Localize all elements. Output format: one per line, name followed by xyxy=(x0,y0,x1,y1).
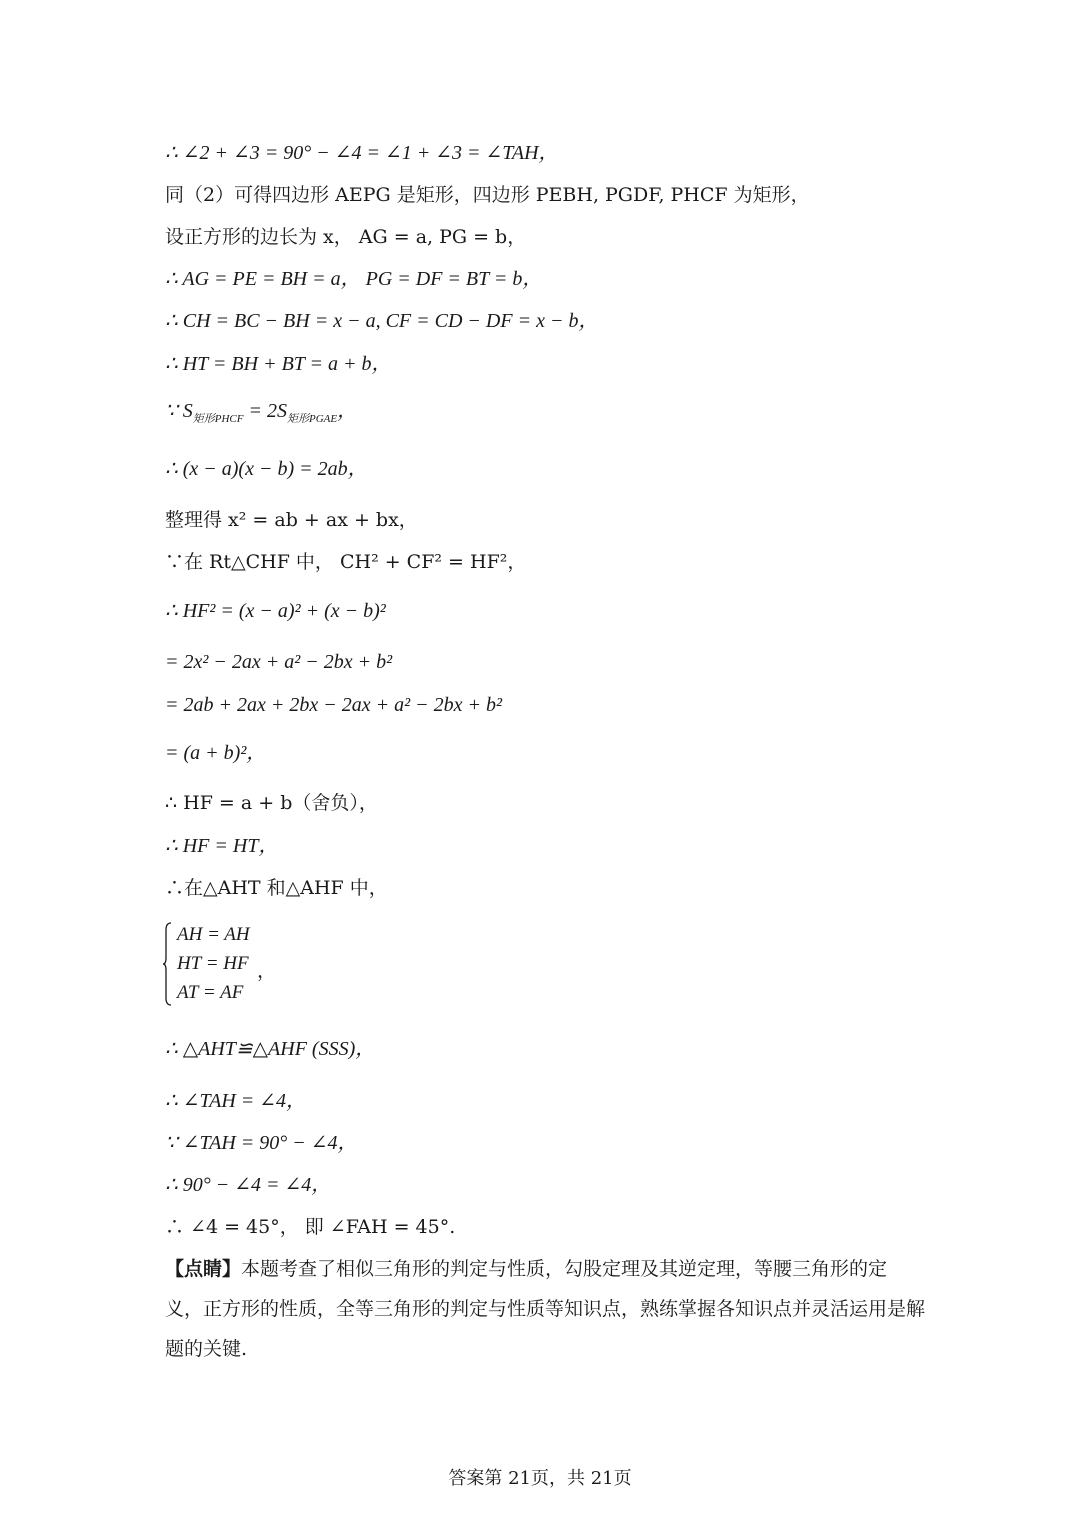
line-11: ∴ HF² = (x − a)² + (x − b)² xyxy=(165,600,386,622)
area-suffix: ， xyxy=(337,400,358,422)
system-row-1: AH = AH xyxy=(177,924,250,945)
system-row-2: HT = HF xyxy=(177,953,249,974)
line-20: ∵ ∠TAH = 90° − ∠4， xyxy=(165,1132,358,1154)
line-17: ∴在△AHT 和△AHF 中， xyxy=(165,877,388,899)
line-4: ∴ AG = PE = BH = a， PG = DF = BT = b， xyxy=(165,268,543,290)
line-9: 整理得 x² = ab + ax + bx， xyxy=(165,509,418,531)
brace-icon xyxy=(162,922,172,1006)
note-text: 本题考查了相似三角形的判定与性质，勾股定理及其逆定理，等腰三角形的定义，正方形的性质，全等三角形的判定与性质等知识点，熟练掌握各知识点并灵活运用是解题的关键. xyxy=(165,1258,926,1360)
area-prefix: ∵ S xyxy=(165,400,193,422)
line-21: ∴ 90° − ∠4 = ∠4， xyxy=(165,1174,332,1196)
note-paragraph xyxy=(165,1249,925,1369)
line-22: ∴ ∠4 = 45°， 即 ∠FAH = 45°. xyxy=(165,1216,456,1238)
area-sub-2: 矩形PGAE xyxy=(286,413,338,425)
line-2: 同（2）可得四边形 AEPG 是矩形，四边形 PEBH, PGDF, PHCF 为矩形， xyxy=(165,184,810,206)
line-6: ∴ HT = BH + BT = a + b， xyxy=(165,353,392,375)
area-equation xyxy=(165,398,357,432)
line-10: ∵在 Rt△CHF 中， CH² + CF² = HF²， xyxy=(165,551,527,573)
page-footer: 答案第 21页，共 21页 xyxy=(448,1468,632,1489)
line-18: ∴ △AHT≌△AHF (SSS)， xyxy=(165,1038,376,1060)
line-15: ∴ HF = a + b（舍负）， xyxy=(165,792,378,814)
system-comma: ， xyxy=(257,960,277,982)
line-14: = (a + b)²， xyxy=(165,742,267,764)
line-13: = 2ab + 2ax + 2bx − 2ax + a² − 2bx + b² xyxy=(165,694,502,716)
line-1: ∴ ∠2 + ∠3 = 90° − ∠4 = ∠1 + ∠3 = ∠TAH， xyxy=(165,142,559,164)
system-row-3: AT = AF xyxy=(177,982,244,1003)
line-12: = 2x² − 2ax + a² − 2bx + b² xyxy=(165,651,393,673)
area-mid: = 2S xyxy=(243,400,287,422)
line-16: ∴ HF = HT， xyxy=(165,835,279,857)
line-19: ∴ ∠TAH = ∠4， xyxy=(165,1090,307,1112)
line-8: ∴ (x − a)(x − b) = 2ab， xyxy=(165,458,368,480)
area-sub-1: 矩形PHCF xyxy=(192,413,244,425)
line-3: 设正方形的边长为 x， AG = a, PG = b， xyxy=(165,226,527,248)
note-tag: 【点睛】 xyxy=(165,1258,242,1280)
line-5: ∴ CH = BC − BH = x − a, CF = CD − DF = x − b， xyxy=(165,310,599,332)
